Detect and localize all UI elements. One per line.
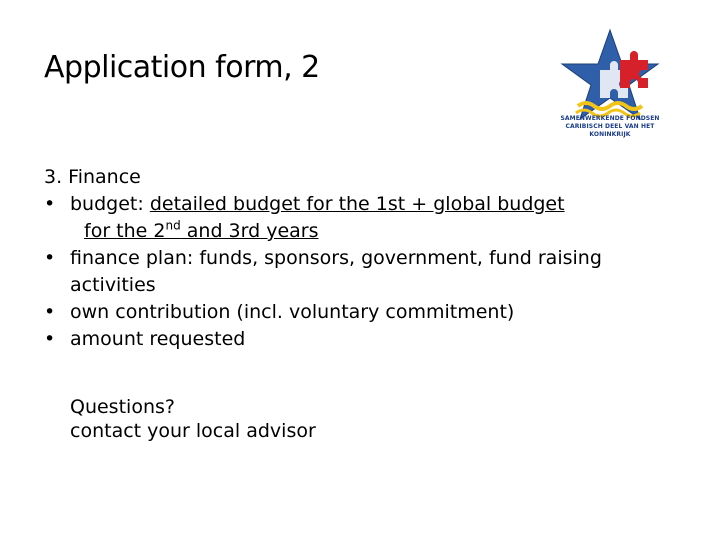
- budget-line2-a: for the 2: [84, 220, 166, 242]
- list-item: [44, 299, 694, 326]
- questions-block: [70, 395, 316, 443]
- budget-line2-b: and 3rd years: [180, 220, 319, 242]
- logo-caption-line2: CARIBISCH DEEL VAN HET KONINKRIJK: [565, 123, 655, 138]
- logo-caption-line1: SAMENWERKENDE FONDSEN: [560, 115, 660, 122]
- budget-underlined: detailed budget for the 1st + global budget: [149, 193, 565, 215]
- finance-plan-line2: activities: [70, 274, 156, 296]
- own-contribution: own contribution (incl. voluntary commitment): [70, 301, 515, 323]
- puzzle-red-icon: [620, 51, 648, 88]
- bullet-icon: •: [44, 193, 56, 215]
- bullet-icon: •: [44, 328, 56, 350]
- list-item: [44, 326, 694, 353]
- amount-requested: amount requested: [70, 328, 246, 350]
- bullet-icon: •: [44, 247, 56, 269]
- finance-plan-line1: finance plan: funds, sponsors, government, fund raising: [70, 247, 602, 269]
- section-heading: 3. Finance: [44, 166, 141, 188]
- budget-prefix: budget:: [70, 193, 150, 215]
- budget-line2: [70, 220, 319, 242]
- slide-title: Application form, 2: [44, 50, 320, 85]
- content-body: [44, 163, 694, 353]
- budget-line2-sup: nd: [165, 218, 181, 233]
- bullet-icon: •: [44, 301, 56, 323]
- bullet-list: [44, 191, 694, 353]
- questions-heading: Questions?: [70, 396, 175, 418]
- list-item: [44, 245, 694, 299]
- list-item: [44, 191, 694, 245]
- questions-text: contact your local advisor: [70, 420, 316, 442]
- logo-caption: [548, 115, 672, 139]
